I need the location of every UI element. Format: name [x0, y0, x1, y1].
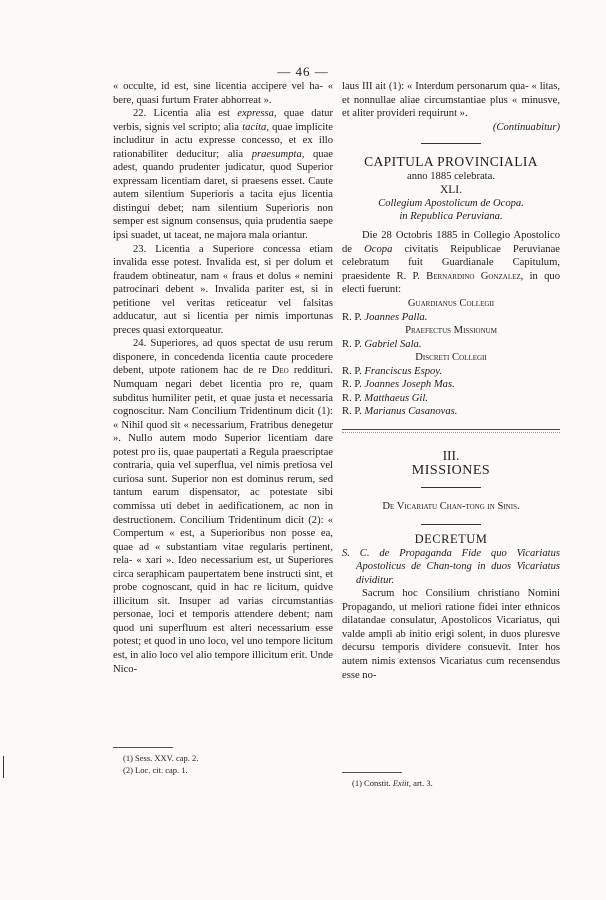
footnote-divider [113, 747, 173, 748]
section-divider [421, 524, 481, 525]
left-column [113, 80, 333, 676]
office-title: Guardianus Collegii [407, 298, 495, 310]
margin-mark [3, 756, 4, 778]
person-entry: R. P. Gabriel Sala. [342, 338, 422, 350]
paragraph-23: 23. Licentia a Superiore concessa etiam invalida esse potest. Invalida est, si per dolum et fraudem obtineatur, nam « fraus et dolus « nemini patrocinari debent ». Invalida pariter est, si in petitione vel veritas reticeatur vel falsitas adducatur, aut si licentia per nimis importunas preces quasi extorqueatur. [113, 243, 333, 336]
office-title: Discreti Collegii [415, 352, 487, 364]
page-number: — 46 — [277, 64, 329, 79]
decree-description: S. C. de Propaganda Fide quo Vicariatus Apostolicus de Chan-tong in duos Vicariatus dividitur. [342, 547, 560, 586]
person-entry: R. P. Franciscus Espoy. [342, 365, 443, 377]
footnote: (2) Loc. cit. cap. 1. [123, 765, 188, 775]
person-entry: R. P. Marianus Casanovas. [342, 406, 458, 418]
section-heading: CAPITULA PROVINCIALIA [364, 154, 538, 170]
republic-name: in Republica Peruviana. [399, 211, 503, 223]
person-entry: R. P. Joannes Joseph Mas. [342, 379, 455, 391]
vicariate-heading: De Vicariatu Chan-tong in Sinis. [382, 501, 520, 513]
paragraph-24: 24. Superiores, ad quos spectat de usu rerum disponere, in concedenda licentia caute procedere debent, utpote rationem hac de re Deo reddituri. Numquam negari debet licentia pro re, quam subditus humiliter petit, et quae justa et necessaria cognoscitur. Nam Concilium Tridentinum dicit (1): « Nihil quod sit « necessarium, Fratribus denegetur ». Nullo autem modo Superior licentiam dare potest pro iis, quae paupertati a Regula praescriptae contraria, quia vel superflua, vel nimis pretiosa vel curiosa sunt. Superior non est dominus rerum, sed tantum earum dispensator, ac potestate sibi commissa uti debet in aedificationem, ac non in destructionem. Concilium Tridentinum dicit (2): « Compertum « est, a Superioribus non posse ea, quae ad « substantiam vitae regularis pertinent, rela- « xari ». Ideo necessarium est, ut Superiores circa seraphicam paupertatem bene instructi sint, et probe cognoscant, quid in hac re licitum, quidve illicitum sit. Insuper ad varias circumstantias personae, loci et temporis attendere debent; nam quod uni superfluum est alteri necessarium esse potest; et quod in uno loco, vel uno tempore licitum est, in alio loco vel alio tempore illicitum erit. Unde Nico- [113, 338, 333, 675]
footnote-divider [342, 772, 402, 773]
paragraph: « occulte, id est, sine licentia accipere vel ha- « bere, quasi furtum Frater abhorreat ». [113, 81, 333, 106]
chapter-number: XLI. [439, 183, 463, 196]
section-number: III. [442, 447, 460, 463]
chapter-text: Die 28 Octobris 1885 in Collegio Apostolico de Ocopa civitatis Reipublicae Peruvianae celebratum fuit Guardianale Capitulum, praesidente R. P. Bernardino Gonzalez, in quo electi fuerunt: [342, 230, 560, 296]
college-name: Collegium Apostolicum de Ocopa. [378, 198, 524, 210]
office-title: Praefectus Missionum [405, 325, 497, 337]
footnotes-right [342, 766, 560, 789]
paragraph-22: 22. Licentia alia est expressa, quae datur verbis, signis vel scripto; alia tacita, quae implicite includitur in actu expresse concesso, et ex illo rationabiliter deducitur; alia praesumpta, quae adest, quando prudenter judicatur, quod Superior expressam licentiam daret, si praesens esset. Caute autem silentium Superioris a tacita ejus licentia distingui debet; nam silentium Superioris non semper est signum consensus, quia prudentia saepe ipsi suadet, ut taceat, ne majora mala oriantur. [113, 108, 334, 242]
section-divider [421, 143, 481, 144]
right-column [342, 80, 560, 682]
section-subheading: anno 1885 celebrata. [407, 171, 495, 183]
section-divider [421, 487, 481, 488]
section-title: MISSIONES [411, 462, 491, 478]
person-entry: R. P. Joannes Palla. [342, 311, 428, 323]
paragraph: laus III ait (1): « Interdum personarum qua- « litas, et nonnullae aliae circumstantiae plus « minusve, et aliter provideri requirunt ». [342, 81, 560, 120]
continuation-note: (Continuabitur) [492, 121, 560, 133]
section-divider [342, 429, 560, 430]
decree-heading: DECRETUM [414, 532, 488, 547]
section-divider-dotted [342, 432, 560, 433]
person-entry: R. P. Matthaeus Gil. [342, 392, 428, 404]
footnote: (1) Constit. Exiit, art. 3. [352, 778, 433, 788]
footnote: (1) Sess. XXV. cap. 2. [123, 753, 199, 763]
footnotes-left [113, 741, 333, 776]
decree-text: Sacrum hoc Consilium christiano Nomini Propagando, ut meliori ratione fidei inter ethnicos dilatandae consulatur, Apostolicos Vicariatus, qui valde ampli ab initio erigi solent, in duos pluresve decursu temporis dividere consuevit. Inter hos autem nimis extensos Vicariatus cum recensendus esse no- [342, 588, 560, 681]
